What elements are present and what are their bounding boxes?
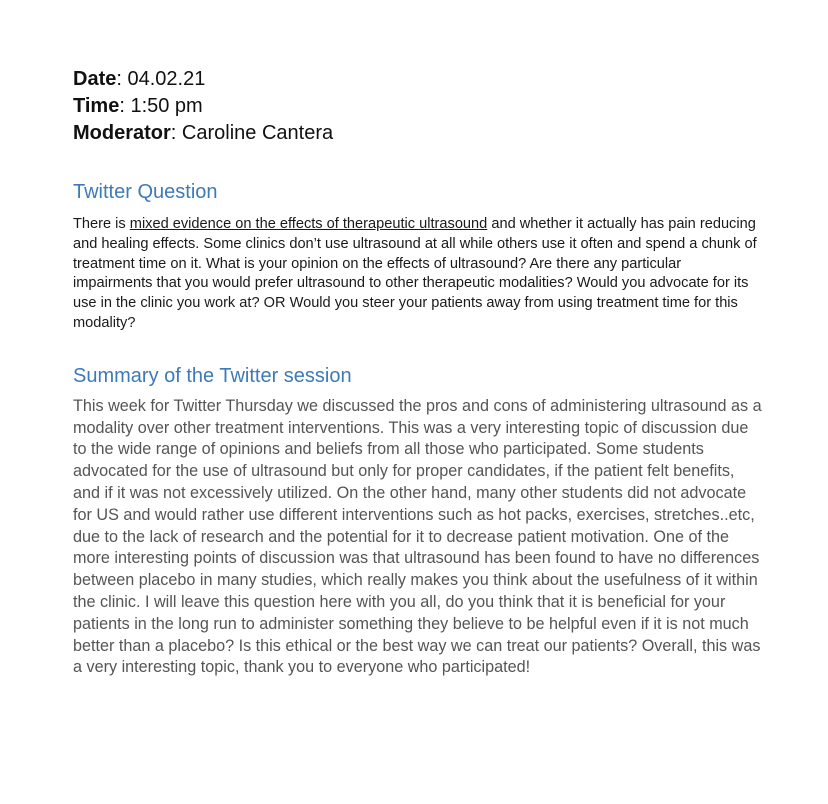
moderator-value: : Caroline Cantera bbox=[170, 122, 334, 144]
time-line bbox=[73, 93, 763, 120]
summary-body: This week for Twitter Thursday we discussed the pros and cons of administering ultrasound as a modality over other treatment interventions. This was a very interesting topic of discussion due to the wide range of opinions and beliefs from all those who participated. Some students advocated for the use of ultrasound but only for proper candidates, if the patient felt benefits, and if it was not excessively utilized. On the other hand, many other students did not advocate for US and would rather use different interventions such as hot packs, exercises, stretches..etc, due to the lack of research and the potential for it to decrease patient motivation. One of the more interesting points of discussion was that ultrasound has been found to have no differences between placebo in many studies, which really makes you think about the usefulness of it within the clinic. I will leave this question here with you all, do you think that it is beneficial for your patients in the long run to administer something they believe to be helpful even if it is not much better than a placebo? Is this ethical or the best way we can treat our patients? Overall, this was a very interesting topic, thank you to everyone who participated! bbox=[73, 396, 762, 677]
evidence-link[interactable]: mixed evidence on the effects of therapeutic ultrasound bbox=[129, 216, 488, 232]
question-rest: and whether it actually has pain reducing and healing effects. Some clinics don’t use ultrasound at all while others use it often and spend a chunk of treatment time on it. What is your opinion on the effects of ultrasound? Are there any particular impairments that you would prefer ultrasound to other therapeutic modalities? Would you advocate for its use in the clinic you work at? OR Would you steer your patients away from using treatment time for this modality? bbox=[73, 216, 757, 331]
moderator-line bbox=[73, 120, 763, 147]
date-label: Date bbox=[73, 68, 117, 90]
question-prefix: There is bbox=[73, 216, 130, 232]
time-value: : 1:50 pm bbox=[119, 95, 203, 117]
twitter-question-heading: Twitter Question bbox=[73, 181, 218, 203]
moderator-label: Moderator bbox=[73, 122, 171, 144]
date-line bbox=[73, 66, 763, 93]
summary-heading: Summary of the Twitter session bbox=[73, 364, 352, 387]
document-page bbox=[73, 66, 763, 679]
twitter-question-body bbox=[73, 215, 763, 334]
time-label: Time bbox=[73, 95, 120, 117]
date-value: : 04.02.21 bbox=[116, 68, 206, 90]
